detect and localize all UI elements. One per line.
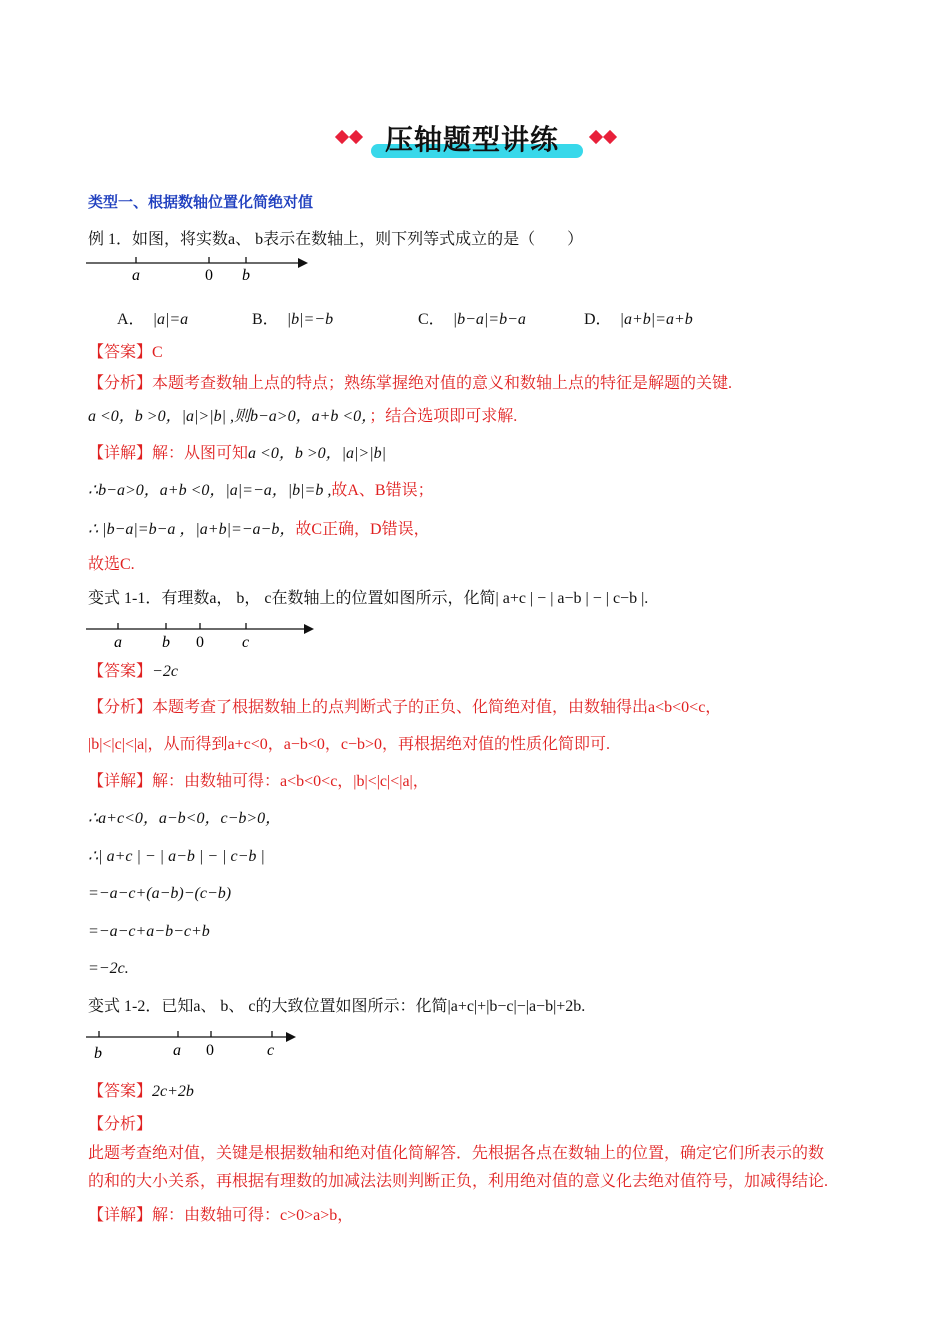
axis-label-b: b	[242, 267, 250, 284]
variant2-analysis-1: 此题考查绝对值，关键是根据数轴和绝对值化简解答．先根据各点在数轴上的位置，确定它们所表示的数	[88, 1145, 825, 1162]
variant1-question: 变式 1-1．有理数a， b， c在数轴上的位置如图所示，化简| a+c | − | a−b | − | c−b |.	[88, 590, 649, 607]
variant2-number-line	[86, 1028, 306, 1064]
axis-label-zero: 0	[205, 267, 213, 284]
axis-label-a: a	[173, 1042, 181, 1059]
diamond-icon	[349, 130, 363, 144]
diamond-icon	[603, 130, 617, 144]
diamond-icon	[335, 130, 349, 144]
example1-detail-2: ∴b−a>0，a+b <0，|a|=−a，|b|=b ,故A、B错误；	[88, 482, 434, 499]
variant1-detail-1: 【详解】解：由数轴可得：a<b<0<c，|b|<|c|<|a|，	[88, 773, 429, 790]
example1-question: 例 1．如图，将实数a、 b表示在数轴上，则下列等式成立的是（ ）	[88, 231, 584, 248]
variant2-analysis-tag: 【分析】	[88, 1116, 153, 1133]
variant2-detail-1: 【详解】解：由数轴可得：c>0>a>b，	[88, 1207, 354, 1224]
axis-label-zero: 0	[196, 634, 204, 651]
variant1-detail-3: ∴| a+c | − | a−b | − | c−b |	[88, 848, 265, 865]
variant2-analysis-2: 的和的大小关系，再根据有理数的加减法法则判断正负，利用绝对值的意义化去绝对值符号，加减得结论.	[88, 1173, 829, 1190]
variant1-detail-6: =−2c.	[88, 960, 129, 977]
axis-label-zero: 0	[206, 1042, 214, 1059]
example1-detail-4: 故选C.	[88, 556, 135, 573]
variant1-detail-2: ∴a+c<0，a−b<0，c−b>0，	[88, 810, 282, 827]
variant1-analysis-1: 【分析】本题考查了根据数轴上的点判断式子的正负、化简绝对值，由数轴得出a<b<0<c，	[88, 699, 722, 716]
example1-number-line	[86, 252, 316, 286]
example1-answer: 【答案】C	[88, 344, 163, 361]
variant2-question: 变式 1-2．已知a、 b、 c的大致位置如图所示：化简|a+c|+|b−c|−|a−b|+2b.	[88, 998, 586, 1015]
axis-label-c: c	[242, 634, 250, 651]
variant1-detail-4: =−a−c+(a−b)−(c−b)	[88, 885, 232, 902]
variant1-number-line	[86, 618, 322, 652]
example1-analysis-2: a <0，b >0，|a|>|b| ,则b−a>0，a+b <0，；结合选项即可求解.	[88, 408, 518, 425]
option-b: B． |b|=−b	[252, 311, 334, 328]
option-a: A． |a|=a	[117, 311, 189, 328]
variant1-detail-5: =−a−c+a−b−c+b	[88, 923, 210, 940]
axis-label-c: c	[267, 1042, 275, 1059]
axis-label-b: b	[94, 1045, 102, 1062]
variant1-analysis-2: |b|<|c|<|a|，从而得到a+c<0，a−b<0，c−b>0，再根据绝对值的性质化简即可.	[88, 736, 611, 753]
example1-detail-1: 【详解】解：从图可知a <0，b >0，|a|>|b|	[88, 445, 387, 462]
option-d: D． |a+b|=a+b	[584, 311, 693, 328]
example1-detail-3: ∴ |b−a|=b−a ，|a+b|=−a−b，故C正确，D错误，	[88, 521, 430, 538]
variant1-answer: 【答案】−2c	[88, 663, 178, 680]
title-banner	[335, 118, 625, 162]
option-c: C． |b−a|=b−a	[418, 311, 526, 328]
section-heading: 类型一、根据数轴位置化简绝对值	[88, 193, 314, 211]
example1-analysis-1: 【分析】本题考查数轴上点的特点；熟练掌握绝对值的意义和数轴上点的特征是解题的关键.	[88, 375, 733, 392]
page-title: 压轴题型讲练	[385, 123, 560, 156]
axis-label-a: a	[132, 267, 140, 284]
axis-label-b: b	[162, 634, 170, 651]
axis-label-a: a	[114, 634, 122, 651]
diamond-icon	[589, 130, 603, 144]
variant2-answer: 【答案】2c+2b	[88, 1083, 194, 1100]
